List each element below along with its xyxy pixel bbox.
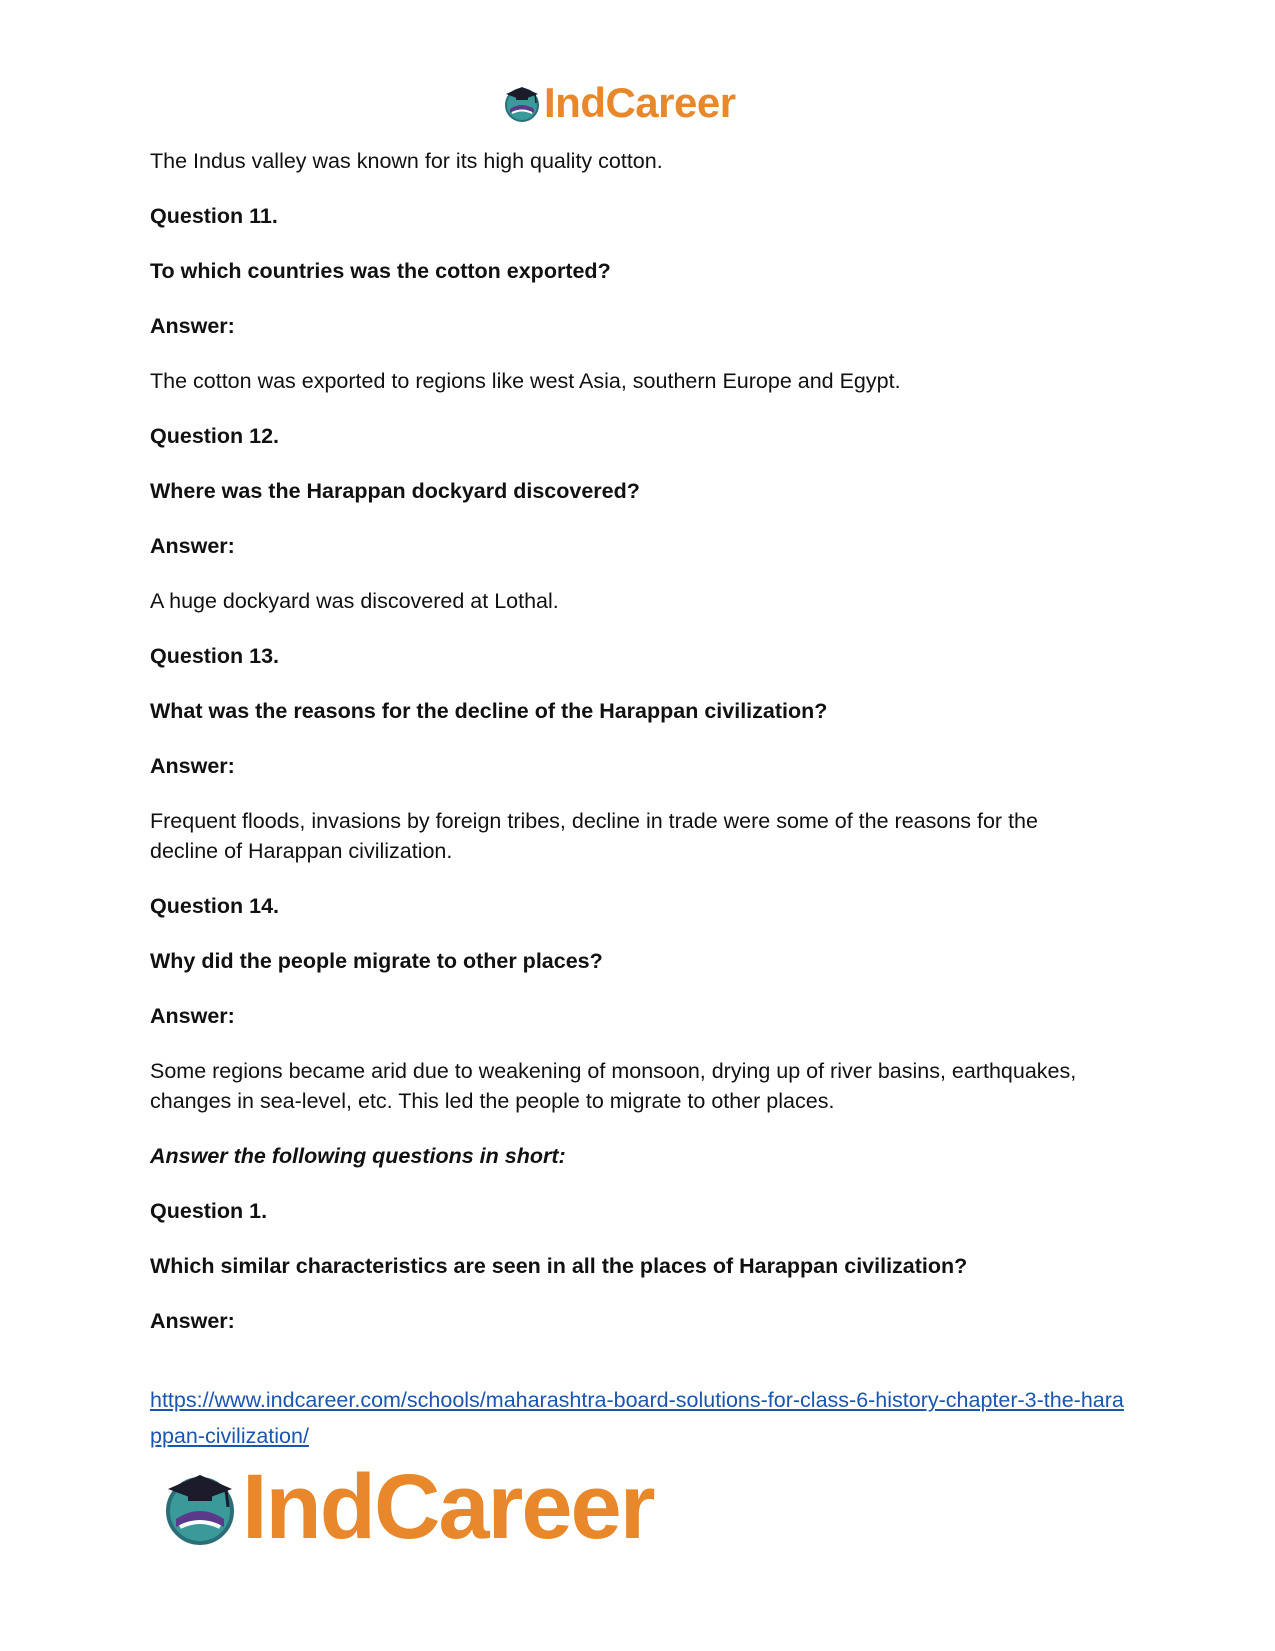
answer-text: The cotton was exported to regions like west Asia, southern Europe and Egypt. xyxy=(150,369,901,393)
logo-wordmark: IndCareer xyxy=(544,79,736,126)
answer-label: Answer: xyxy=(150,1309,235,1333)
answer-label: Answer: xyxy=(150,754,235,778)
document-body xyxy=(150,146,1110,1361)
footer-logo xyxy=(160,1456,654,1558)
question-text: What was the reasons for the decline of the Harappan civilization? xyxy=(150,699,828,723)
question-number: Question 14. xyxy=(150,894,280,918)
answer-text: A huge dockyard was discovered at Lothal. xyxy=(150,589,559,613)
header-logo xyxy=(502,78,736,128)
question-number: Question 13. xyxy=(150,644,280,668)
question-number: Question 12. xyxy=(150,424,280,448)
question-text: Which similar characteristics are seen in all the places of Harappan civilization? xyxy=(150,1254,968,1278)
question-number: Question 11. xyxy=(150,204,278,228)
graduation-globe-icon xyxy=(160,1467,240,1547)
question-text: Why did the people migrate to other places? xyxy=(150,949,603,973)
question-text: Where was the Harappan dockyard discovered? xyxy=(150,479,640,503)
answer-text: Frequent floods, invasions by foreign tribes, decline in trade were some of the reasons for the decline of Harappan civilization. xyxy=(150,809,1038,863)
answer-label: Answer: xyxy=(150,314,235,338)
logo-wordmark: IndCareer xyxy=(242,1456,654,1558)
graduation-globe-icon xyxy=(502,83,542,123)
answer-label: Answer: xyxy=(150,1004,235,1028)
answer-text: The Indus valley was known for its high quality cotton. xyxy=(150,149,663,173)
source-url-link[interactable]: https://www.indcareer.com/schools/maharashtra-board-solutions-for-class-6-history-chapter-3-the-harappan-civilization/ xyxy=(150,1388,1124,1448)
answer-label: Answer: xyxy=(150,534,235,558)
answer-text: Some regions became arid due to weakening of monsoon, drying up of river basins, earthquakes, changes in sea-level, etc. This led the people to migrate to other places. xyxy=(150,1059,1077,1113)
question-number: Question 1. xyxy=(150,1199,268,1223)
section-heading: Answer the following questions in short: xyxy=(150,1144,566,1168)
question-text: To which countries was the cotton exported? xyxy=(150,259,611,283)
